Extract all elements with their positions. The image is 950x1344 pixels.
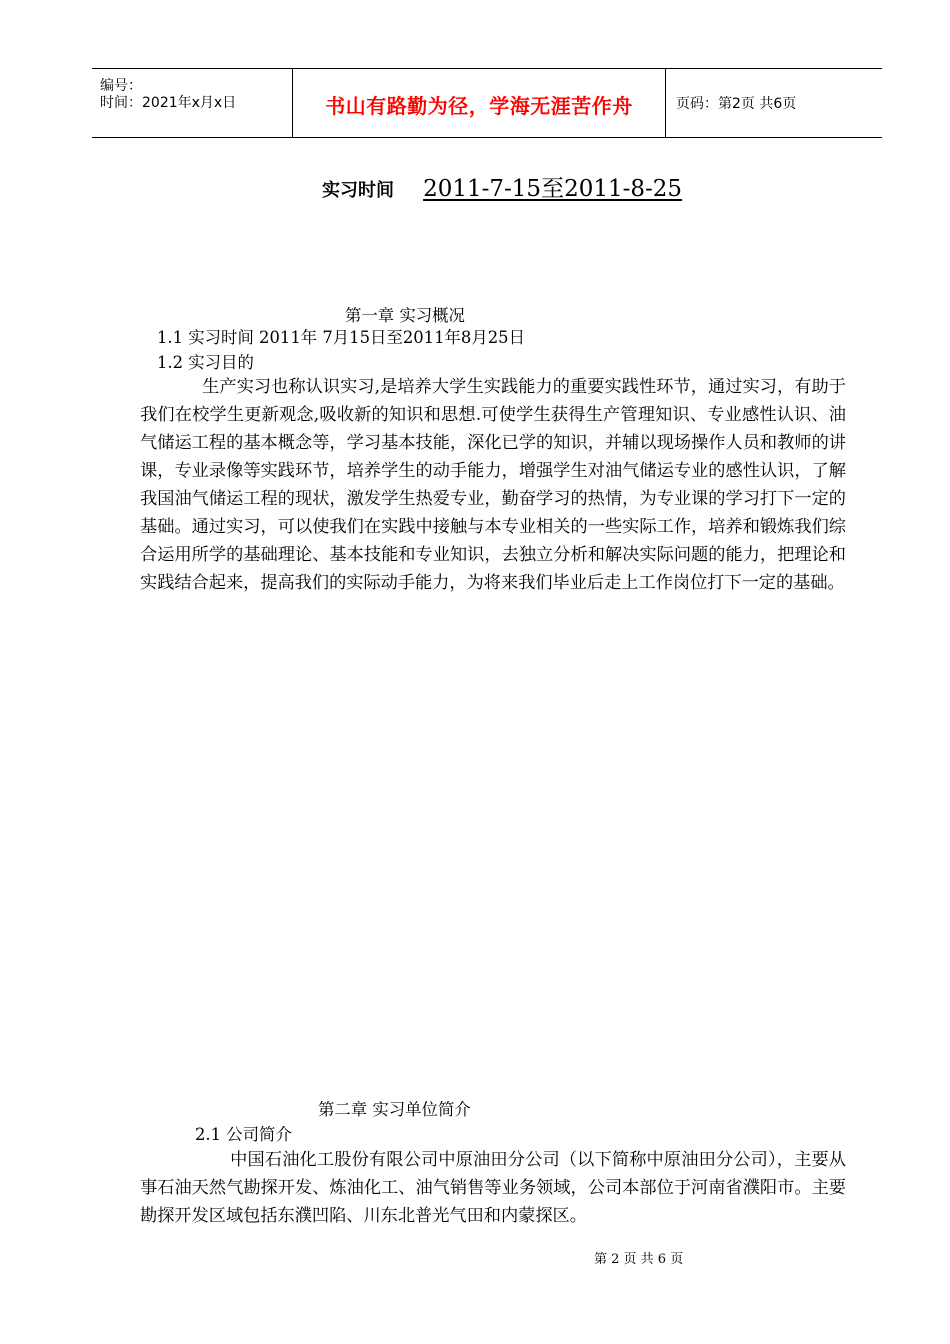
page-footer: 第 2 页 共 6 页 [594, 1252, 684, 1267]
title-label: 实习时间 [322, 180, 394, 201]
document-header [92, 68, 882, 138]
section-1-2: 1.2 实习目的 [157, 353, 254, 372]
header-page-cell [666, 69, 882, 137]
document-number-label: 编号： [100, 78, 142, 94]
header-motto: 书山有路勤为径，学海无涯苦作舟 [325, 93, 633, 118]
header-motto-cell [293, 69, 666, 137]
document-date-label: 时间：2021年x月x日 [100, 95, 237, 111]
section-1-1: 1.1 实习时间 2011年 7月15日至2011年8月25日 [157, 328, 525, 347]
chapter1-paragraph [140, 373, 846, 597]
chapter2-heading: 第二章 实习单位简介 [318, 1100, 471, 1119]
chapter2-paragraph-text: 中国石油化工股份有限公司中原油田分公司（以下简称中原油田分公司），主要从事石油天然气勘探开发、炼油化工、油气销售等业务领域，公司本部位于河南省濮阳市。主要勘探开发区域包括东濮凹陷、川东北普光气田和内蒙探区。 [140, 1150, 846, 1226]
chapter1-paragraph-text: 生产实习也称认识实习,是培养大学生实践能力的重要实践性环节，通过实习，有助于我们在校学生更新观念,吸收新的知识和思想.可使学生获得生产管理知识、专业感性认识、油气储运工程的基本概念等，学习基本技能，深化已学的知识，并辅以现场操作人员和教师的讲课，专业录像等实践环节，培养学生的动手能力，增强学生对油气储运专业的感性认识，了解我国油气储运工程的现状，激发学生热爱专业，勤奋学习的热情，为专业课的学习打下一定的基础。通过实习，可以使我们在实践中接触与本专业相关的一些实际工作，培养和锻炼我们综合运用所学的基础理论、基本技能和专业知识，去独立分析和解决实际问题的能力，把理论和实践结合起来，提高我们的实际动手能力，为将来我们毕业后走上工作岗位打下一定的基础。 [140, 377, 846, 593]
chapter1-heading: 第一章 实习概况 [345, 306, 465, 325]
header-meta-cell [92, 69, 293, 137]
header-page-info: 页码：第2页 共6页 [676, 96, 797, 112]
title-value: 2011-7-15至2011-8-25 [423, 176, 683, 202]
section-2-1: 2.1 公司简介 [195, 1125, 292, 1144]
chapter2-paragraph [140, 1146, 846, 1230]
internship-period-title [322, 170, 690, 203]
